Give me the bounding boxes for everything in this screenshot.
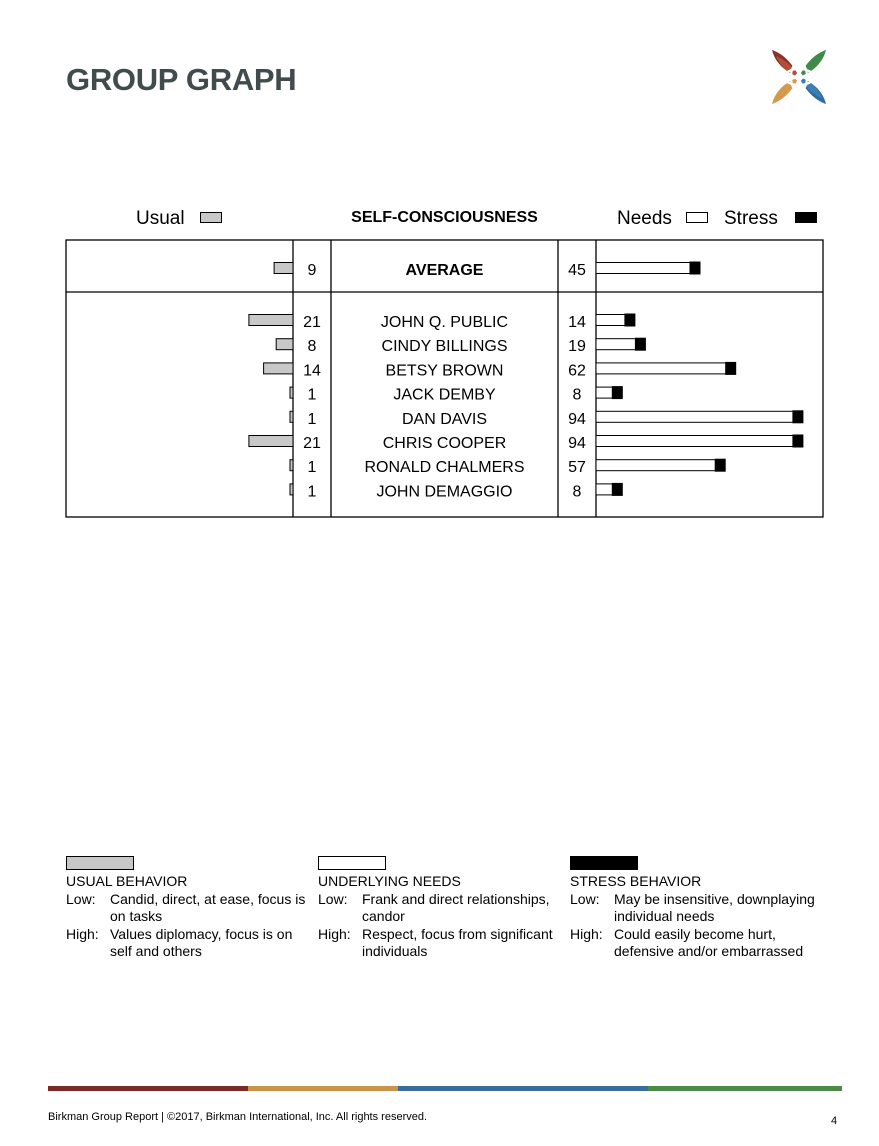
page-title: GROUP GRAPH (66, 62, 297, 97)
needs-bar-1 (596, 315, 625, 326)
legend-stress-behavior-swatch (570, 856, 638, 870)
usual-value-1: 21 (303, 314, 321, 331)
needs-bar-8 (596, 484, 613, 495)
stress-marker-2 (635, 338, 646, 351)
usual-value-average: 9 (307, 262, 317, 279)
person-name-4: JACK DEMBY (393, 386, 496, 404)
usual-value-6: 21 (303, 435, 321, 452)
usual-bar-average (274, 263, 293, 274)
stress-marker-7 (715, 459, 726, 472)
person-name-8: JOHN DEMAGGIO (376, 483, 513, 501)
legend-underlying-needs (318, 856, 568, 961)
page-number: 4 (831, 1115, 838, 1127)
needs-value-2: 19 (568, 338, 586, 356)
stress-marker-1 (624, 314, 635, 327)
legend-usual-behavior-heading: USUAL BEHAVIOR (66, 873, 188, 889)
needs-bar-2 (596, 339, 636, 350)
legend-usual-label: Usual (136, 208, 185, 229)
stress-marker-average (690, 262, 701, 275)
needs-bar-4 (596, 387, 613, 398)
person-name-2: CINDY BILLINGS (381, 338, 508, 356)
footer-color-bar (48, 1086, 842, 1091)
legend-usual-low-text: Candid, direct, at ease, focus is on tasks (110, 890, 306, 924)
stress-marker-8 (612, 483, 623, 496)
legend-needs-low-text: Frank and direct relationships, candor (362, 890, 550, 924)
footer-copyright: Birkman Group Report | ©2017, Birkman International, Inc. All rights reserved. (48, 1111, 428, 1123)
legend-high-key: High: (570, 925, 603, 942)
footer-bar-segment-green (648, 1086, 842, 1091)
usual-bar-8 (290, 484, 293, 495)
needs-bar-average (596, 263, 691, 274)
needs-bar-6 (596, 436, 793, 447)
legend-high-key: High: (66, 925, 99, 942)
legend-stress-high-text: Could easily become hurt, defensive and/or embarrassed (614, 925, 804, 959)
legend-needs-label: Needs (617, 208, 672, 229)
needs-value-average: 45 (568, 262, 586, 279)
stress-marker-5 (792, 410, 803, 423)
stress-marker-3 (725, 362, 736, 375)
legend-low-key: Low: (66, 890, 96, 907)
person-name-3: BETSY BROWN (385, 362, 504, 380)
needs-value-5: 94 (568, 410, 586, 428)
legend-usual-behavior-swatch (66, 856, 134, 870)
legend-needs-high-text: Respect, focus from significant individuals (362, 925, 553, 959)
needs-value-3: 62 (568, 362, 586, 380)
legend-stress-behavior (570, 856, 820, 961)
usual-value-3: 14 (303, 362, 321, 380)
legend-stress-label: Stress (724, 208, 778, 229)
usual-value-8: 1 (307, 483, 317, 501)
legend-usual-behavior (66, 856, 316, 961)
needs-value-6: 94 (568, 435, 586, 452)
usual-bar-2 (276, 339, 293, 350)
legend-low-key: Low: (570, 890, 600, 907)
legend-underlying-needs-swatch (318, 856, 386, 870)
needs-value-8: 8 (572, 483, 582, 501)
group-graph-chart (0, 0, 879, 540)
usual-value-4: 1 (307, 386, 317, 404)
person-name-7: RONALD CHALMERS (364, 459, 525, 477)
usual-bar-3 (264, 363, 293, 374)
usual-bar-1 (249, 315, 293, 326)
usual-value-7: 1 (307, 459, 317, 477)
usual-value-5: 1 (307, 410, 317, 428)
needs-bar-7 (596, 460, 716, 471)
average-label: AVERAGE (405, 262, 484, 279)
usual-bar-4 (290, 387, 293, 398)
legend-underlying-needs-heading: UNDERLYING NEEDS (318, 873, 461, 889)
legend-high-key: High: (318, 925, 351, 942)
needs-bar-5 (596, 411, 793, 422)
needs-value-7: 57 (568, 459, 586, 477)
legend-low-key: Low: (318, 890, 348, 907)
chart-title: SELF-CONSCIOUSNESS (351, 209, 538, 226)
needs-bar-3 (596, 363, 726, 374)
legend-stress-behavior-heading: STRESS BEHAVIOR (570, 873, 702, 889)
person-name-5: DAN DAVIS (401, 410, 488, 428)
usual-value-2: 8 (307, 338, 317, 356)
stress-marker-6 (792, 435, 803, 448)
legend-stress-low-text: May be insensitive, downplaying individual needs (614, 890, 815, 924)
usual-bar-6 (249, 436, 293, 447)
needs-value-4: 8 (572, 386, 582, 404)
footer-bar-segment-red (48, 1086, 248, 1091)
footer-bar-segment-blue (398, 1086, 648, 1091)
stress-marker-4 (612, 386, 623, 399)
person-name-6: CHRIS COOPER (382, 435, 507, 452)
usual-bar-5 (290, 411, 293, 422)
legend-usual-high-text: Values diplomacy, focus is on self and others (110, 925, 293, 959)
needs-value-1: 14 (568, 314, 586, 331)
footer-bar-segment-gold (248, 1086, 398, 1091)
person-name-1: JOHN Q. PUBLIC (380, 314, 509, 331)
usual-bar-7 (290, 460, 293, 471)
